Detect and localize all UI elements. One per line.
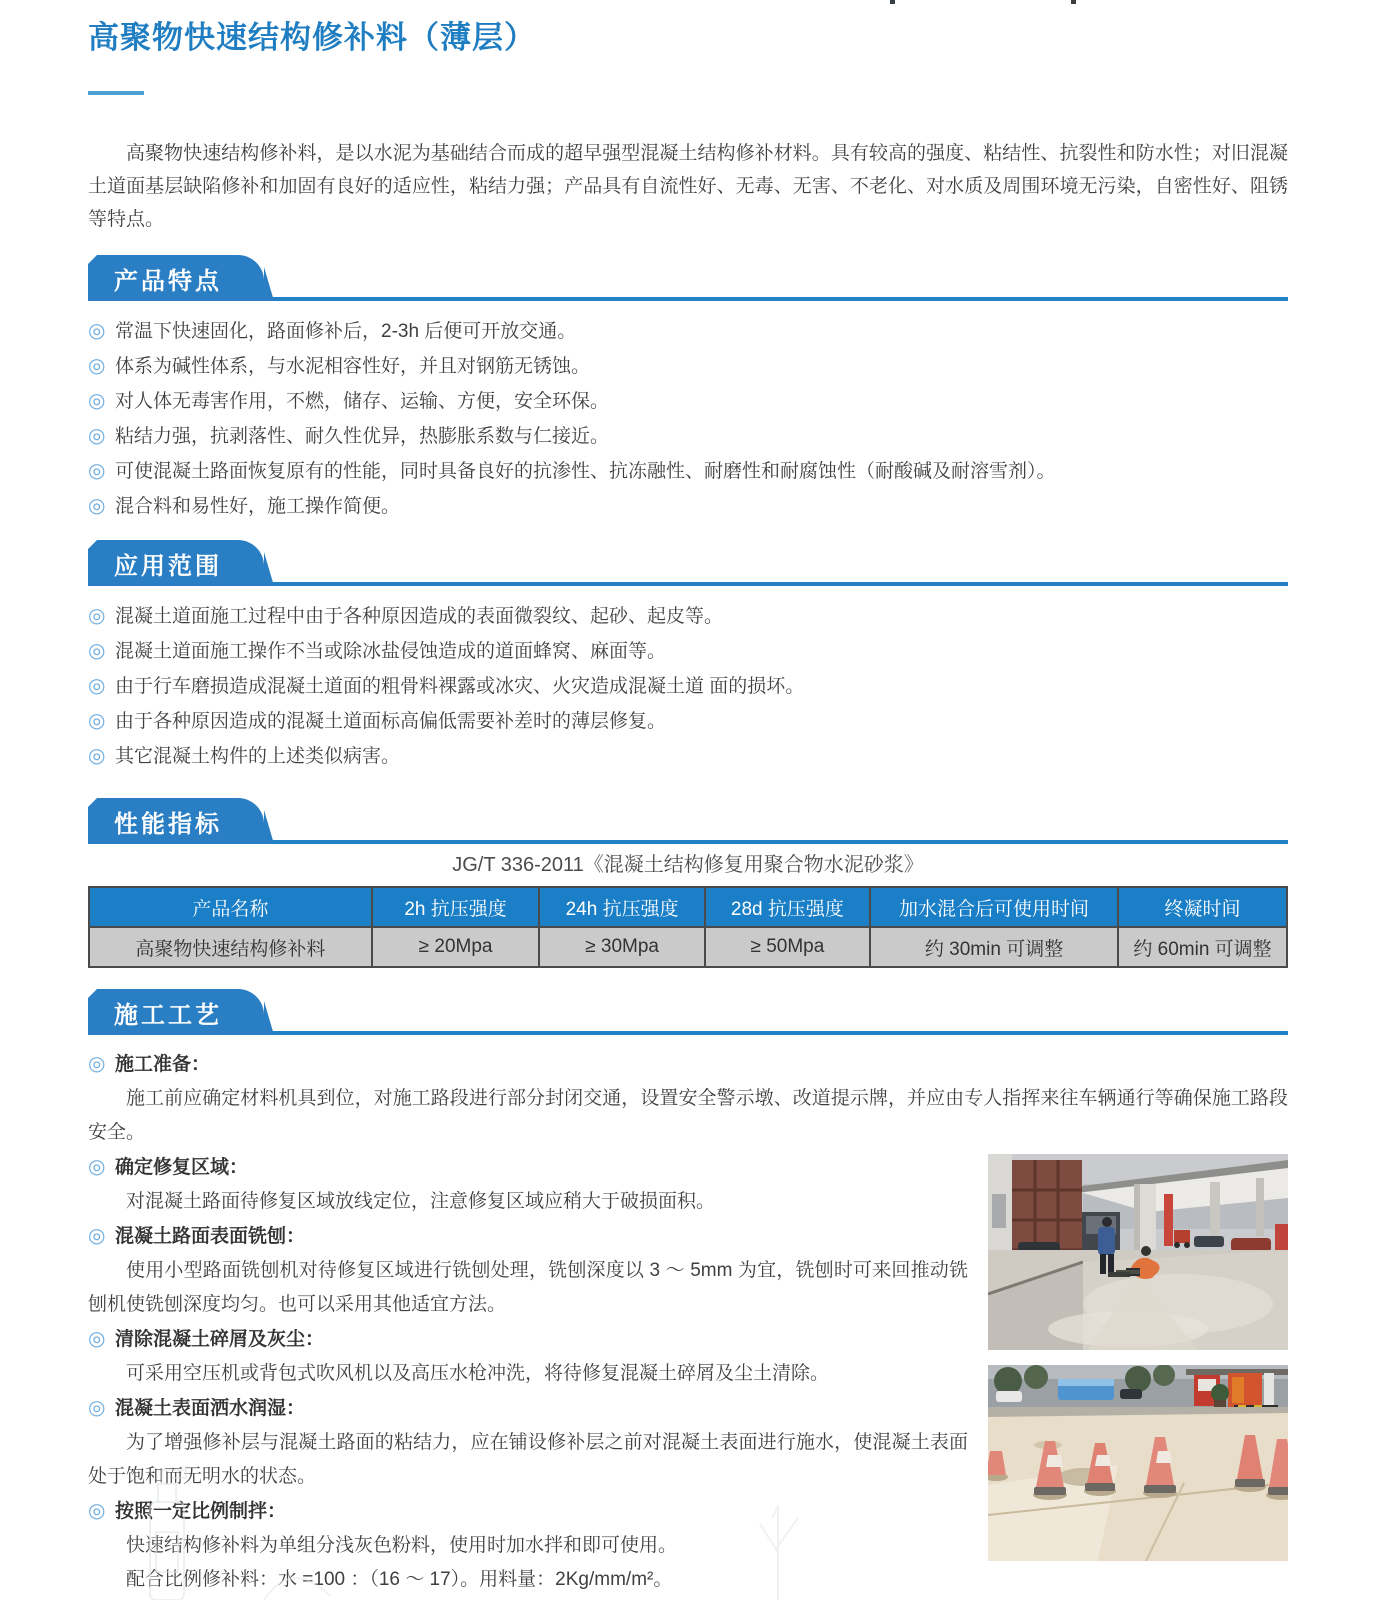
process-step-title: ◎ 施工准备： (88, 1047, 1288, 1082)
section-title: 性能指标 (114, 810, 222, 838)
application-text: 由于各种原因造成的混凝土道面标高偏低需要补差时的薄层修复。 (115, 711, 667, 732)
ring-bullet-icon: ◎ (88, 1225, 106, 1247)
section-title: 产品特点 (114, 267, 222, 295)
construction-site-photo (988, 1154, 1288, 1350)
section-banner (88, 989, 264, 1035)
table-cell: 约 30min 可调整 (870, 927, 1118, 967)
process-step-text: 快速结构修补料为单组分浅灰色粉料，使用时加水拌和即可使用。 (126, 1535, 678, 1556)
list-item (88, 704, 1288, 739)
list-item (88, 739, 1288, 774)
section-header-process (88, 989, 1288, 1035)
application-text: 混凝土道面施工过程中由于各种原因造成的表面微裂纹、起砂、起皮等。 (115, 606, 724, 627)
list-item (88, 599, 1288, 634)
column-header: 加水混合后可使用时间 (870, 887, 1118, 927)
intro-paragraph: 高聚物快速结构修补料，是以水泥为基础结合而成的超早强型混凝土结构修补材料。具有较高的强度、粘结性、抗裂性和防水性；对旧混凝土道面基层缺陷修补和加固有良好的适应性，粘结力强；产品具有自流性好、无毒、无害、不老化、对水质及周围环境无污染，自密性好、阻锈等特点。 (88, 143, 1288, 230)
table-caption: JG/T 336-2011《混凝土结构修复用聚合物水泥砂浆》 (452, 854, 924, 876)
section-title: 施工工艺 (114, 1001, 222, 1029)
list-item (88, 489, 1288, 524)
column-header: 28d 抗压强度 (705, 887, 870, 927)
process-step-title: ◎ 确定修复区域： (88, 1150, 968, 1185)
list-item (88, 634, 1288, 669)
ring-bullet-icon: ◎ (88, 460, 106, 482)
feature-text: 常温下快速固化，路面修补后，2-3h 后便可开放交通。 (115, 321, 577, 342)
ring-bullet-icon: ◎ (88, 425, 106, 447)
ring-bullet-icon: ◎ (88, 320, 106, 342)
ring-bullet-icon: ◎ (88, 1328, 106, 1350)
list-item (88, 314, 1288, 349)
ring-bullet-icon: ◎ (88, 1397, 106, 1419)
photo-column (988, 1154, 1288, 1561)
process-step-title: ◎ 混凝土路面表面铣刨： (88, 1219, 968, 1254)
process-step-title: ◎ 清除混凝土碎屑及灰尘： (88, 1322, 968, 1357)
table-cell: ≥ 30Mpa (539, 927, 704, 967)
section-banner (88, 255, 264, 301)
process-step-title: ◎ 按照一定比例制拌： (88, 1494, 968, 1529)
ring-bullet-icon: ◎ (88, 355, 106, 377)
feature-text: 可使混凝土路面恢复原有的性能，同时具备良好的抗渗性、抗冻融性、耐磨性和耐腐蚀性（耐酸碱及耐溶雪剂）。 (115, 461, 1056, 482)
feature-text: 体系为碱性体系，与水泥相容性好，并且对钢筋无锈蚀。 (115, 356, 591, 377)
traffic-cones-photo (988, 1365, 1288, 1561)
list-item (88, 384, 1288, 419)
process-step-text: 配合比例修补料：水 =100 ：（16 ～ 17）。用料量：2Kg/mm/m²。 (126, 1569, 673, 1590)
process-steps (88, 1047, 1288, 1597)
process-step-text: 为了增强修补层与混凝土路面的粘结力，应在铺设修补层之前对混凝土表面进行施水，使混凝土表面处于饱和而无明水的状态。 (88, 1432, 968, 1487)
ring-bullet-icon: ◎ (88, 1500, 106, 1522)
feature-text: 对人体无毒害作用，不燃，储存、运输、方便，安全环保。 (115, 391, 610, 412)
table-cell: 高聚物快速结构修补料 (89, 927, 372, 967)
process-step-text: 可采用空压机或背包式吹风机以及高压水枪冲洗，将待修复混凝土碎屑及尘土清除。 (126, 1363, 830, 1384)
ring-bullet-icon: ◎ (88, 1156, 106, 1178)
feature-text: 粘结力强，抗剥落性、耐久性优异，热膨胀系数与仁接近。 (115, 426, 610, 447)
application-text: 由于行车磨损造成混凝土道面的粗骨料裸露或冰灾、火灾造成混凝土道 面的损坏。 (115, 676, 805, 697)
column-header: 产品名称 (89, 887, 372, 927)
section-header-applications (88, 540, 1288, 586)
list-item (88, 454, 1288, 489)
section-title: 应用范围 (114, 552, 222, 580)
ring-bullet-icon: ◎ (88, 640, 106, 662)
ring-bullet-icon: ◎ (88, 605, 106, 627)
ring-bullet-icon: ◎ (88, 390, 106, 412)
table-cell: ≥ 20Mpa (372, 927, 540, 967)
process-step-text: 使用小型路面铣刨机对待修复区域进行铣刨处理，铣刨深度以 3 ～ 5mm 为宜，铣刨时可来回推动铣刨机使铣刨深度均匀。也可以采用其他适宜方法。 (88, 1260, 968, 1315)
ring-bullet-icon: ◎ (88, 1053, 106, 1075)
performance-table (88, 886, 1288, 968)
ring-bullet-icon: ◎ (88, 495, 106, 517)
ring-bullet-icon: ◎ (88, 675, 106, 697)
list-item (88, 349, 1288, 384)
ring-bullet-icon: ◎ (88, 745, 106, 767)
feature-text: 混合料和易性好，施工操作简便。 (115, 496, 401, 517)
features-list (88, 314, 1288, 524)
application-text: 其它混凝土构件的上述类似病害。 (115, 746, 401, 767)
title-accent-dash (88, 91, 144, 95)
table-row (89, 927, 1287, 967)
ring-bullet-icon: ◎ (88, 710, 106, 732)
list-item (88, 419, 1288, 454)
table-cell: 约 60min 可调整 (1118, 927, 1287, 967)
page-title: 高聚物快速结构修补料（薄层） (88, 20, 536, 55)
section-banner (88, 798, 264, 844)
table-header-row (89, 887, 1287, 927)
application-text: 混凝土道面施工操作不当或除冰盐侵蚀造成的道面蜂窝、麻面等。 (115, 641, 667, 662)
column-header: 2h 抗压强度 (372, 887, 540, 927)
column-header: 24h 抗压强度 (539, 887, 704, 927)
process-step-title: ◎ 混凝土表面洒水润湿： (88, 1391, 968, 1426)
section-banner (88, 540, 264, 586)
applications-list (88, 599, 1288, 774)
process-step-text: 对混凝土路面待修复区域放线定位，注意修复区域应稍大于破损面积。 (126, 1191, 716, 1212)
section-header-performance (88, 798, 1288, 844)
process-step-text: 施工前应确定材料机具到位，对施工路段进行部分封闭交通，设置安全警示墩、改道提示牌，并应由专人指挥来往车辆通行等确保施工路段安全。 (88, 1088, 1288, 1143)
table-cell: ≥ 50Mpa (705, 927, 870, 967)
column-header: 终凝时间 (1118, 887, 1287, 927)
section-header-features (88, 255, 1288, 301)
list-item (88, 669, 1288, 704)
